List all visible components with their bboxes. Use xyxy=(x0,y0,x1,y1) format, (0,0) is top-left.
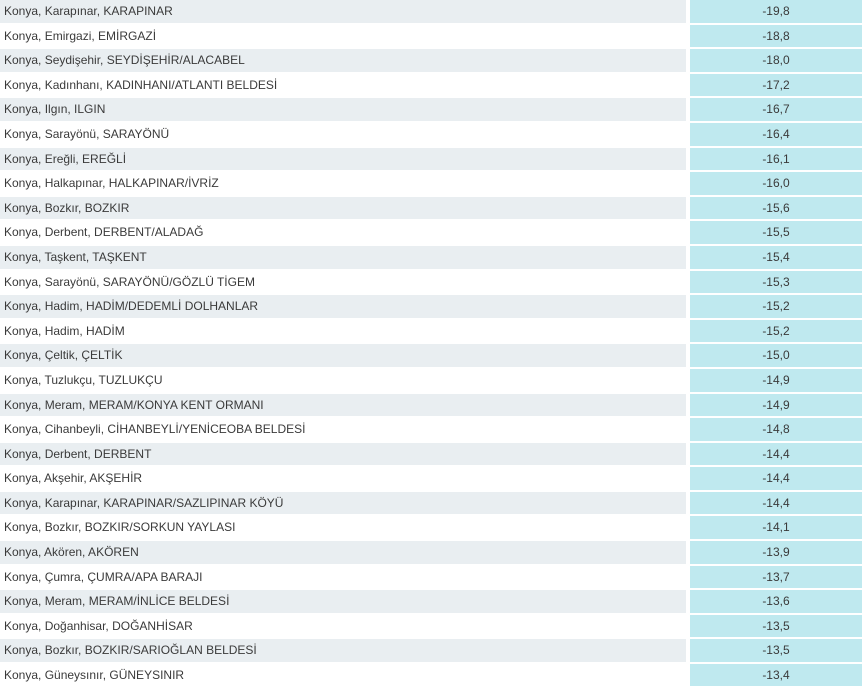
station-location: Konya, Taşkent, TAŞKENT xyxy=(0,246,686,269)
table-row xyxy=(0,566,862,589)
temperature-value: -16,4 xyxy=(690,123,862,146)
table-row xyxy=(0,639,862,662)
station-location: Konya, Karapınar, KARAPINAR/SAZLIPINAR KÖYÜ xyxy=(0,492,686,515)
station-location: Konya, Sarayönü, SARAYÖNÜ xyxy=(0,123,686,146)
temperature-value: -18,8 xyxy=(690,25,862,48)
station-location: Konya, Derbent, DERBENT/ALADAĞ xyxy=(0,221,686,244)
table-row xyxy=(0,221,862,244)
temperature-value: -14,4 xyxy=(690,443,862,466)
temperature-value: -15,2 xyxy=(690,320,862,343)
temperature-value: -13,5 xyxy=(690,615,862,638)
temperature-value: -14,4 xyxy=(690,467,862,490)
station-location: Konya, Emirgazi, EMİRGAZİ xyxy=(0,25,686,48)
station-location: Konya, Meram, MERAM/KONYA KENT ORMANI xyxy=(0,394,686,417)
temperature-value: -14,1 xyxy=(690,516,862,539)
temperature-value: -15,2 xyxy=(690,295,862,318)
temperature-value: -14,8 xyxy=(690,418,862,441)
station-location: Konya, Akören, AKÖREN xyxy=(0,541,686,564)
table-row xyxy=(0,443,862,466)
station-location: Konya, Seydişehir, SEYDİŞEHİR/ALACABEL xyxy=(0,49,686,72)
station-location: Konya, Tuzlukçu, TUZLUKÇU xyxy=(0,369,686,392)
temperature-value: -16,1 xyxy=(690,148,862,171)
temperature-value: -13,9 xyxy=(690,541,862,564)
table-row xyxy=(0,394,862,417)
station-location: Konya, Kadınhanı, KADINHANI/ATLANTI BELDESİ xyxy=(0,74,686,97)
table-row xyxy=(0,492,862,515)
table-row xyxy=(0,74,862,97)
table-row xyxy=(0,516,862,539)
table-row xyxy=(0,49,862,72)
table-row xyxy=(0,344,862,367)
station-location: Konya, Güneysınır, GÜNEYSINIR xyxy=(0,664,686,686)
table-row xyxy=(0,418,862,441)
station-location: Konya, Meram, MERAM/İNLİCE BELDESİ xyxy=(0,590,686,613)
table-row xyxy=(0,590,862,613)
table-row xyxy=(0,172,862,195)
table-row xyxy=(0,369,862,392)
station-location: Konya, Karapınar, KARAPINAR xyxy=(0,0,686,23)
station-location: Konya, Ilgın, ILGIN xyxy=(0,98,686,121)
temperature-value: -15,3 xyxy=(690,271,862,294)
station-location: Konya, Sarayönü, SARAYÖNÜ/GÖZLÜ TİGEM xyxy=(0,271,686,294)
station-location: Konya, Bozkır, BOZKIR/SORKUN YAYLASI xyxy=(0,516,686,539)
table-row xyxy=(0,271,862,294)
temperature-value: -14,9 xyxy=(690,369,862,392)
station-location: Konya, Hadim, HADİM xyxy=(0,320,686,343)
table-row xyxy=(0,664,862,686)
station-location: Konya, Hadim, HADİM/DEDEMLİ DOLHANLAR xyxy=(0,295,686,318)
temperature-value: -16,0 xyxy=(690,172,862,195)
station-location: Konya, Halkapınar, HALKAPINAR/İVRİZ xyxy=(0,172,686,195)
table-row xyxy=(0,148,862,171)
temperature-value: -15,6 xyxy=(690,197,862,220)
station-location: Konya, Çeltik, ÇELTİK xyxy=(0,344,686,367)
table-row xyxy=(0,0,862,23)
temperature-value: -17,2 xyxy=(690,74,862,97)
table-row xyxy=(0,467,862,490)
table-row xyxy=(0,98,862,121)
temperature-value: -18,0 xyxy=(690,49,862,72)
temperature-value: -19,8 xyxy=(690,0,862,23)
temperature-value: -14,4 xyxy=(690,492,862,515)
station-location: Konya, Derbent, DERBENT xyxy=(0,443,686,466)
table-row xyxy=(0,123,862,146)
table-row xyxy=(0,25,862,48)
temperature-value: -13,4 xyxy=(690,664,862,686)
temperature-value: -13,7 xyxy=(690,566,862,589)
table-row xyxy=(0,615,862,638)
temperature-value: -15,5 xyxy=(690,221,862,244)
temperature-value: -13,6 xyxy=(690,590,862,613)
temperature-value: -16,7 xyxy=(690,98,862,121)
table-row xyxy=(0,246,862,269)
temperature-value: -14,9 xyxy=(690,394,862,417)
station-location: Konya, Cihanbeyli, CİHANBEYLİ/YENİCEOBA BELDESİ xyxy=(0,418,686,441)
table-row xyxy=(0,197,862,220)
table-row xyxy=(0,295,862,318)
station-location: Konya, Akşehir, AKŞEHİR xyxy=(0,467,686,490)
station-location: Konya, Ereğli, EREĞLİ xyxy=(0,148,686,171)
temperature-value: -15,0 xyxy=(690,344,862,367)
station-location: Konya, Bozkır, BOZKIR/SARIOĞLAN BELDESİ xyxy=(0,639,686,662)
temperature-value: -13,5 xyxy=(690,639,862,662)
station-location: Konya, Doğanhisar, DOĞANHİSAR xyxy=(0,615,686,638)
table-row xyxy=(0,320,862,343)
temperature-value: -15,4 xyxy=(690,246,862,269)
table-row xyxy=(0,541,862,564)
station-location: Konya, Bozkır, BOZKIR xyxy=(0,197,686,220)
station-location: Konya, Çumra, ÇUMRA/APA BARAJI xyxy=(0,566,686,589)
